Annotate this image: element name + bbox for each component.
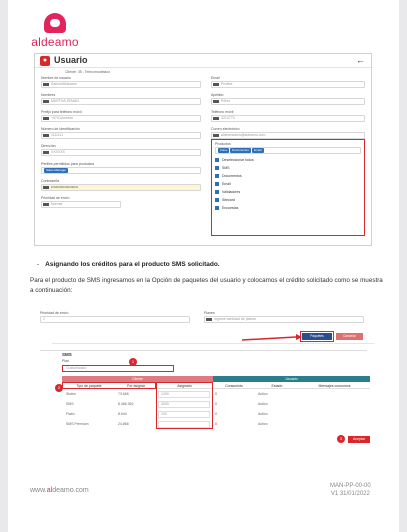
mobile-label: Teléfono móvil — [211, 110, 234, 114]
doc-version: V1 31/01/2022 — [330, 491, 370, 497]
client-header-highlight — [62, 382, 156, 389]
step-badge: 2 — [55, 384, 63, 392]
surnames-label: Apellido — [211, 93, 224, 97]
product-option[interactable]: Email — [215, 182, 231, 186]
cell-pending: 73.666 — [118, 392, 129, 396]
surnames-input[interactable]: Pérez — [211, 98, 365, 105]
instruction-paragraph: Para el producto de SMS ingresamos en la Opción de paquetes del usuario y colocamos el crédito solicitado como se muestra a continuación: — [30, 277, 383, 294]
product-option[interactable]: Validadores — [215, 190, 240, 194]
sms-screenshot — [52, 343, 374, 444]
col-consumed: Consumido — [213, 383, 255, 389]
prefix-select[interactable]: +57/Colombia — [41, 115, 201, 122]
address-input[interactable]: XXXXXX — [41, 149, 201, 156]
priority-input[interactable]: 1 — [40, 316, 190, 323]
cell-type: SMS — [66, 402, 74, 406]
priority-select[interactable]: Normal — [41, 201, 121, 208]
client-group-header: Cliente — [62, 376, 213, 382]
back-arrow-icon[interactable]: ← — [356, 55, 365, 65]
username-label: Nombre de usuario — [41, 76, 71, 80]
prefix-label: Prefijo para teléfono móvil — [41, 110, 82, 114]
product-tag[interactable]: Documentos — [232, 148, 249, 152]
sms-title: SMS — [62, 352, 72, 357]
col-type: Tipo de paquete — [62, 383, 116, 389]
plan-label: Plan — [62, 359, 70, 363]
bullet-item — [37, 261, 220, 268]
names-label: Nombres — [41, 93, 56, 97]
user-group-header: Usuario — [213, 376, 370, 382]
cell-consumed: 0 — [215, 402, 217, 406]
assigned-input[interactable] — [158, 421, 210, 428]
mobile-input[interactable]: 3213773 — [211, 115, 365, 122]
password-label: Contraseña — [41, 179, 60, 183]
planes-input[interactable]: Ingrese cantidad de planes — [204, 316, 364, 323]
assigned-input[interactable]: 1200 — [158, 391, 210, 398]
email-input[interactable]: Prueba — [211, 81, 365, 88]
plan-select[interactable]: Customizado — [62, 365, 174, 372]
footer-website[interactable]: www.aldeamo.com — [30, 487, 89, 494]
cell-state: Activo — [258, 412, 268, 416]
col-pending: Por asignar — [116, 383, 156, 389]
cell-pending: 8.644 — [118, 412, 127, 416]
priority-label: Prioridad de envío — [41, 196, 70, 200]
form-title: Usuario — [54, 55, 88, 65]
profile-label: Perfiles permitidos para productos — [41, 162, 95, 166]
col-state: Estado — [255, 383, 299, 389]
cell-consumed: 0 — [215, 422, 217, 426]
user-form-screenshot — [34, 53, 372, 246]
contact-email-label: Correo electrónico — [211, 127, 240, 131]
username-input[interactable]: SamuelAldeamo — [41, 81, 201, 88]
cell-type: SMS Premium — [66, 422, 89, 426]
product-option[interactable]: Documentos — [215, 174, 242, 178]
aldeamo-logo — [30, 13, 80, 49]
packets-button[interactable]: Paquetes — [302, 333, 332, 340]
cell-type: Flash — [66, 412, 75, 416]
priority-label: Prioridad de envío — [40, 311, 69, 315]
product-option[interactable]: Encuestas — [215, 206, 238, 210]
products-label: Productos — [215, 142, 231, 146]
footer-doc-code — [330, 482, 371, 498]
form-subtitle: Cliente: 35 - Telecomodelaco — [65, 70, 111, 74]
user-icon: ● — [40, 56, 50, 66]
product-option[interactable]: Sitecard — [215, 198, 235, 202]
logo-mark-icon — [44, 13, 66, 33]
cell-state: Activo — [258, 402, 268, 406]
assigned-input[interactable]: 3000 — [158, 401, 210, 408]
password-input[interactable]: •••••••••••••••••••••• — [41, 184, 201, 191]
product-option[interactable]: SMS — [215, 166, 230, 170]
cell-type: Slotes — [66, 392, 76, 396]
product-option[interactable]: Deseleccionar todos — [215, 158, 254, 162]
id-label: Número de Identificación — [41, 127, 80, 131]
email-label: Email — [211, 76, 220, 80]
logo-text: aldeamo — [31, 35, 79, 49]
cell-consumed: 0 — [215, 392, 217, 396]
id-input[interactable]: 1111111 — [41, 132, 201, 139]
names-input[interactable]: MARTHA ZEMAN — [41, 98, 201, 105]
contact-email-input[interactable]: aldeamosms@aldeamo.com — [211, 132, 365, 139]
cell-state: Activo — [258, 422, 268, 426]
cell-consumed: 0 — [215, 412, 217, 416]
product-tag[interactable]: Voice — [220, 148, 228, 152]
col-messages: Mensajes consumos — [299, 383, 370, 389]
bullet-text: Asignando los créditos para el producto SMS solicitado. — [45, 261, 220, 268]
profile-tag[interactable]: Sales Manager — [46, 168, 67, 172]
address-label: Dirección — [41, 144, 56, 148]
form-header — [35, 54, 371, 68]
step-badge: 1 — [129, 358, 137, 366]
step-badge: 3 — [337, 435, 345, 443]
doc-code: MAN-PP-00-00 — [330, 483, 371, 489]
document-page — [8, 0, 399, 532]
assigned-input[interactable]: 100 — [158, 411, 210, 418]
product-tag[interactable]: Email — [254, 148, 262, 152]
cancel-button[interactable]: Cancelar — [336, 333, 363, 340]
bullet-dash: - — [37, 261, 40, 268]
cell-pending: 24.866 — [118, 422, 129, 426]
products-select[interactable] — [215, 147, 361, 154]
cell-pending: 8.466.362 — [118, 402, 134, 406]
planes-label: Planes — [204, 311, 215, 315]
profile-select[interactable] — [41, 167, 201, 174]
cell-state: Activo — [258, 392, 268, 396]
arrow-annotation-icon — [240, 331, 304, 343]
accept-button[interactable]: Aceptar — [348, 436, 370, 443]
col-assigned: Asignado — [156, 383, 213, 389]
